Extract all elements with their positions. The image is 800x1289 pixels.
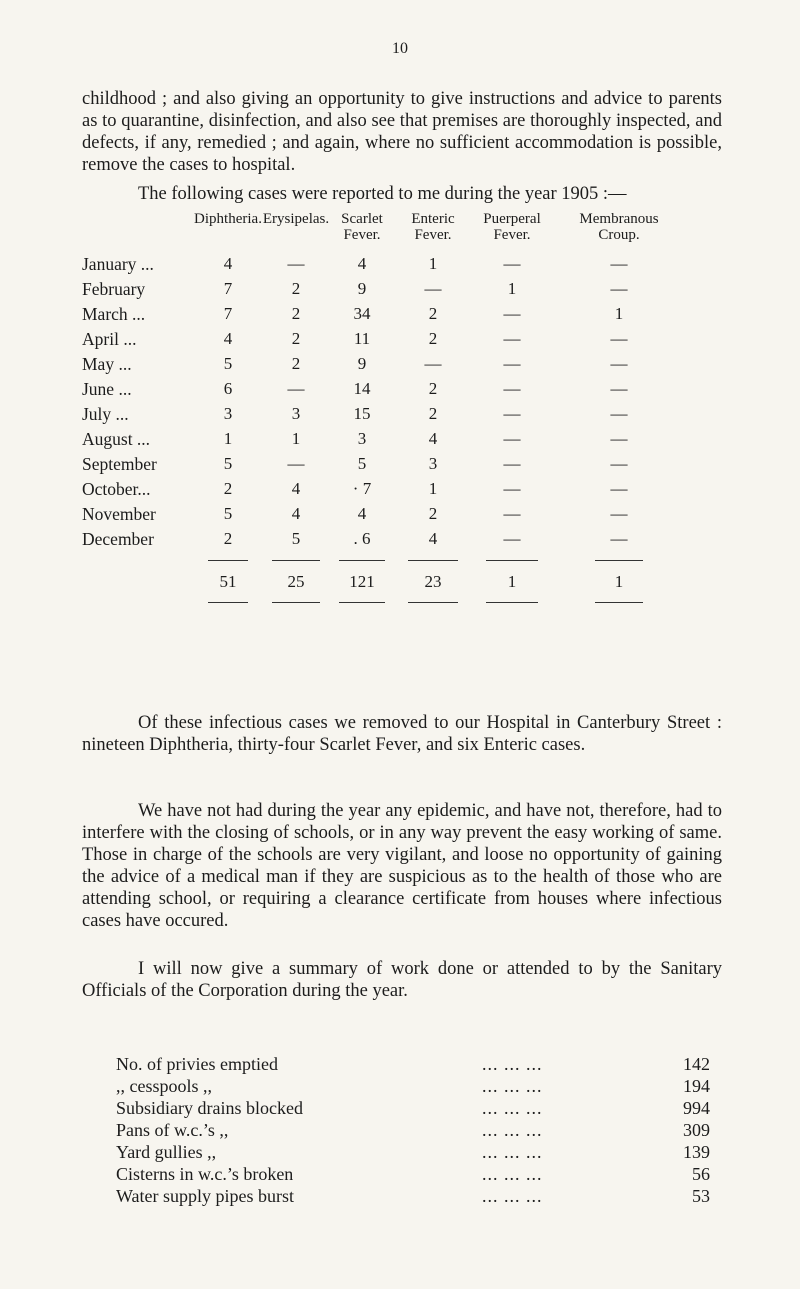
work-item-value: 53 [692, 1186, 710, 1206]
work-item-label: Water supply pipes burst [116, 1186, 295, 1206]
table-cell: 5 [223, 354, 233, 373]
month-label: January ... [82, 254, 154, 274]
month-label: November [82, 504, 156, 524]
column-header-line2: Fever. [493, 227, 531, 243]
table-cell: 2 [428, 404, 438, 423]
table-cell: 4 [291, 479, 301, 498]
work-item-label: Pans of w.c.’s ,, [116, 1120, 229, 1140]
table-cell: — [610, 479, 628, 498]
table-cell: 11 [353, 329, 371, 348]
month-label: September [82, 454, 157, 474]
table-cell: 9 [357, 354, 367, 373]
work-item-value: 142 [683, 1054, 710, 1074]
work-item-leader-dots: ... ... ... [482, 1076, 543, 1096]
table-cell: 6 [223, 379, 233, 398]
table-cell: — [610, 429, 628, 448]
table-cell: 1 [428, 254, 438, 273]
table-cell: — [424, 279, 442, 298]
table-cell: 4 [223, 329, 233, 348]
table-cell: 1 [428, 479, 438, 498]
column-header-line1: Erysipelas. [262, 211, 330, 227]
total-cell: 1 [507, 572, 517, 591]
table-cell: 4 [291, 504, 301, 523]
table-cell: 1 [223, 429, 233, 448]
table-cell: 2 [428, 304, 438, 323]
work-item-leader-dots: ... ... ... [482, 1186, 543, 1206]
table-cell: 5 [223, 504, 233, 523]
table-cell: 5 [357, 454, 367, 473]
month-label: August ... [82, 429, 151, 449]
column-header [194, 211, 262, 227]
total-rule [595, 560, 643, 561]
column-header-line1: Membranous [579, 211, 659, 227]
table-cell: 1 [291, 429, 301, 448]
table-cell: 2 [223, 529, 233, 548]
column-header [341, 211, 383, 243]
work-item-leader-dots: ... ... ... [482, 1120, 543, 1140]
removed-paragraph: Of these infectious cases we removed to our Hospital in Canterbury Street : nineteen Diphtheria, thirty-four Scarlet Fever, and six Enteric cases. [82, 713, 722, 755]
total-rule [208, 560, 248, 561]
work-item-value: 309 [683, 1120, 710, 1140]
table-cell: 7 [223, 304, 233, 323]
table-cell: — [610, 354, 628, 373]
table-cell: 34 [353, 304, 371, 323]
table-cell: · 7 [352, 479, 372, 498]
epidemic-paragraph: We have not had during the year any epidemic, and have not, therefore, had to interfere with the closing of schools, or in any way prevent the easy working of same. Those in charge of the schools are very vigilant, and loose no opportunity of gaining the advice of a medical man if they are suspicious as to the health of those who are attending school, or requiring a clearance certificate from houses where infectious cases have occured. [82, 801, 722, 931]
table-cell: 4 [357, 254, 367, 273]
month-label: April ... [82, 329, 137, 349]
work-item-leader-dots: ... ... ... [482, 1054, 543, 1074]
total-rule [208, 602, 248, 603]
table-cell: — [610, 504, 628, 523]
table-cell: — [503, 404, 521, 423]
table-cell: 1 [614, 304, 624, 323]
total-rule [595, 602, 643, 603]
column-header [483, 211, 540, 243]
total-cell: 51 [219, 572, 237, 591]
table-cell: 14 [353, 379, 371, 398]
column-header [263, 211, 329, 227]
table-cell: — [503, 454, 521, 473]
work-item-leader-dots: ... ... ... [482, 1142, 543, 1162]
table-cell: 9 [357, 279, 367, 298]
table-cell: 4 [428, 429, 438, 448]
table-cell: — [610, 454, 628, 473]
total-cell: 121 [349, 572, 375, 591]
table-cell: — [503, 254, 521, 273]
table-cell: — [610, 254, 628, 273]
table-cell: 2 [428, 379, 438, 398]
table-cell: 3 [428, 454, 438, 473]
work-item-value: 994 [683, 1098, 710, 1118]
total-rule [272, 602, 320, 603]
work-item-leader-dots: ... ... ... [482, 1098, 543, 1118]
total-rule [272, 560, 320, 561]
table-cell: 2 [291, 279, 301, 298]
table-cell: — [503, 529, 521, 548]
table-cell: 7 [223, 279, 233, 298]
intro-paragraph: childhood ; and also giving an opportunity to give instructions and advice to parents as to quarantine, disinfection, and also see that premises are thoroughly inspected, and defects, if any, remedied ; and again, where no sufficient accommodation is possible, remove the cases to hospital. [82, 89, 722, 175]
column-header-line1: Scarlet [341, 211, 383, 227]
total-rule [486, 560, 538, 561]
column-header-line1: Enteric [411, 211, 455, 227]
table-cell: — [503, 504, 521, 523]
table-cell: — [503, 379, 521, 398]
table-cell: 4 [223, 254, 233, 273]
work-item-value: 194 [683, 1076, 710, 1096]
month-label: October... [82, 479, 151, 499]
work-item-value: 56 [692, 1164, 710, 1184]
table-cell: . 6 [353, 529, 371, 548]
table-cell: — [610, 379, 628, 398]
table-cell: 2 [223, 479, 233, 498]
column-header-line2: Croup. [598, 227, 640, 243]
column-header-line1: Puerperal [483, 211, 541, 227]
column-header-line2: Fever. [414, 227, 452, 243]
table-cell: — [503, 354, 521, 373]
month-label: July ... [82, 404, 129, 424]
table-cell: 2 [428, 329, 438, 348]
column-header-line1: Diphtheria. [194, 211, 262, 227]
table-cell: 2 [291, 329, 301, 348]
work-item-leader-dots: ... ... ... [482, 1164, 543, 1184]
table-cell: — [503, 329, 521, 348]
month-label: March ... [82, 304, 146, 324]
table-cell: — [424, 354, 442, 373]
page-number: 10 [392, 40, 408, 57]
table-cell: — [610, 404, 628, 423]
table-cell: 15 [353, 404, 371, 423]
month-label: June ... [82, 379, 132, 399]
table-cell: — [287, 454, 305, 473]
total-rule [486, 602, 538, 603]
total-cell: 25 [287, 572, 305, 591]
month-label: February [82, 279, 146, 299]
table-cell: 4 [357, 504, 367, 523]
table-cell: 5 [291, 529, 301, 548]
column-header-line2: Fever. [343, 227, 381, 243]
total-cell: 1 [614, 572, 624, 591]
table-cell: 2 [428, 504, 438, 523]
table-cell: 1 [507, 279, 517, 298]
table-cell: 5 [223, 454, 233, 473]
column-header [411, 211, 454, 243]
total-rule [408, 602, 458, 603]
table-cell: — [287, 379, 305, 398]
table-cell: 3 [357, 429, 367, 448]
table-cell: 2 [291, 304, 301, 323]
table-cell: — [503, 479, 521, 498]
work-item-value: 139 [683, 1142, 710, 1162]
month-label: May ... [82, 354, 132, 374]
table-cell: — [503, 429, 521, 448]
total-rule [339, 602, 385, 603]
table-cell: 3 [291, 404, 301, 423]
table-cell: 4 [428, 529, 438, 548]
table-cell: 3 [223, 404, 233, 423]
month-label: December [82, 529, 154, 549]
table-cell: — [503, 304, 521, 323]
column-header [579, 211, 658, 243]
table-cell: 2 [291, 354, 301, 373]
work-item-label: No. of privies emptied [116, 1054, 278, 1074]
total-cell: 23 [424, 572, 442, 591]
work-item-label: Subsidiary drains blocked [116, 1098, 303, 1118]
work-item-label: Yard gullies ,, [116, 1142, 217, 1162]
work-item-label: ,, cesspools ,, [116, 1076, 212, 1096]
total-rule [408, 560, 458, 561]
table-cell: — [287, 254, 305, 273]
work-item-label: Cisterns in w.c.’s broken [116, 1164, 294, 1184]
total-rule [339, 560, 385, 561]
table-cell: — [610, 529, 628, 548]
table-intro: The following cases were reported to me during the year 1905 :— [138, 184, 627, 204]
summary-intro-paragraph: I will now give a summary of work done or attended to by the Sanitary Officials of the Corporation during the year. [82, 959, 722, 1001]
table-cell: — [610, 329, 628, 348]
table-cell: — [610, 279, 628, 298]
